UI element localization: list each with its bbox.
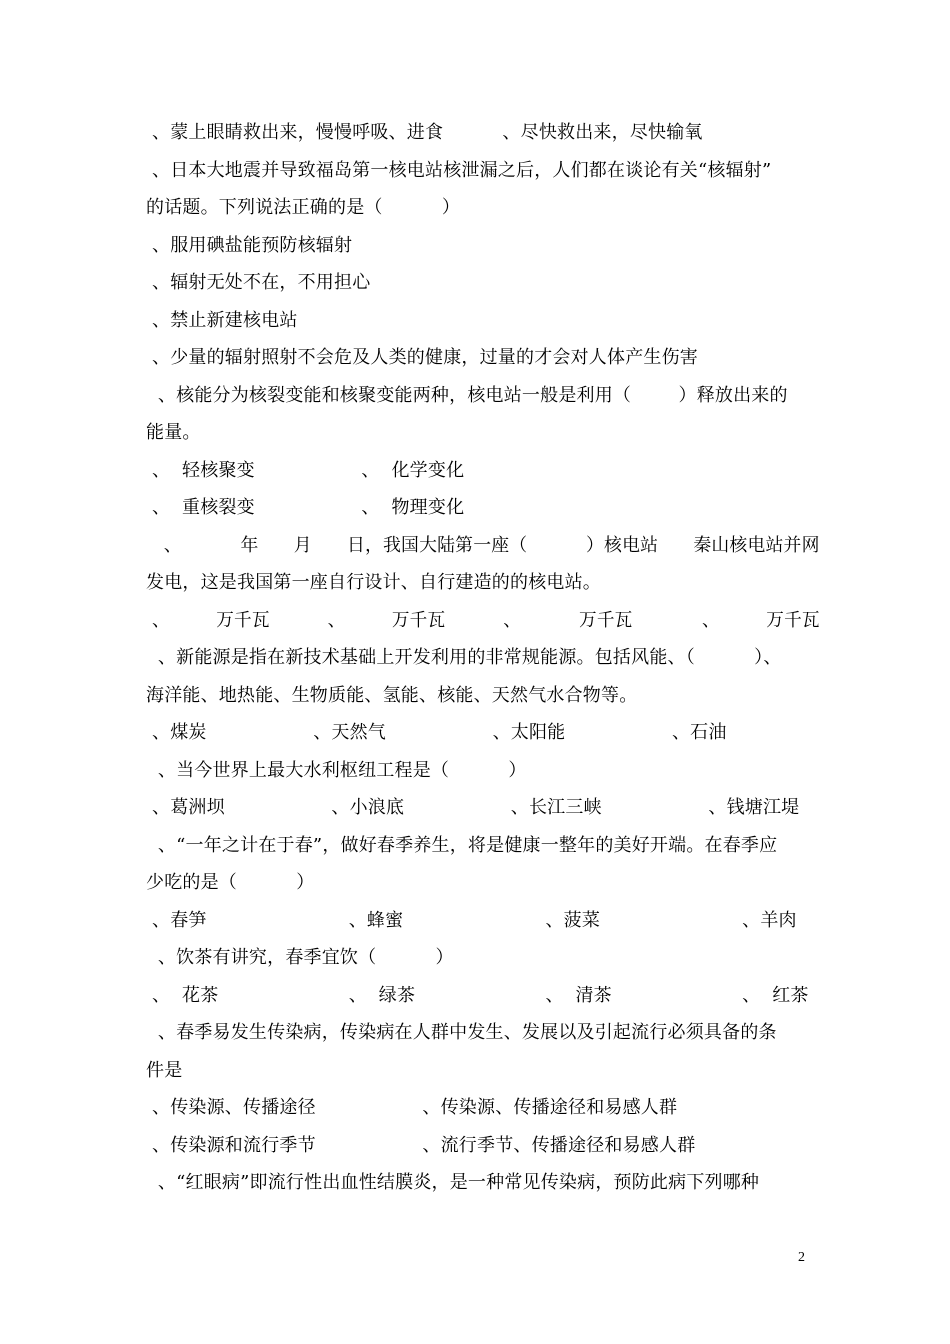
text-line: 件是 [146, 1060, 183, 1081]
text-line: 、 万千瓦 、 万千瓦 、 万千瓦 、 万千瓦 [152, 610, 820, 631]
text-line: 海洋能、地热能、生物质能、氢能、核能、天然气水合物等。 [146, 685, 638, 706]
text-line: 、“一年之计在于春”，做好春季养生，将是健康一整年的美好开端。在春季应 [152, 835, 778, 856]
text-line: 、禁止新建核电站 [152, 310, 298, 331]
page-number: 2 [798, 1250, 805, 1265]
text-line: 、服用碘盐能预防核辐射 [152, 235, 353, 256]
text-line: 、当今世界上最大水利枢纽工程是（ ） [152, 760, 527, 781]
text-line: 、葛洲坝 、小浪底 、长江三峡 、钱塘江堤 [152, 797, 800, 818]
text-line: 的话题。下列说法正确的是（ ） [146, 197, 461, 218]
text-line: 、 重核裂变 、 物理变化 [152, 497, 465, 518]
text-line: 发电，这是我国第一座自行设计、自行建造的的核电站。 [146, 572, 601, 593]
text-line: 能量。 [146, 422, 201, 443]
text-line: 、饮茶有讲究，春季宜饮（ ） [152, 947, 454, 968]
text-line: 、春季易发生传染病，传染病在人群中发生、发展以及引起流行必须具备的条 [152, 1022, 777, 1043]
text-line: 、蒙上眼睛救出来，慢慢呼吸、进食 、尽快救出来，尽快输氧 [152, 122, 703, 143]
text-line: 、传染源和流行季节 、流行季节、传播途径和易感人群 [152, 1135, 696, 1156]
text-line: 、 轻核聚变 、 化学变化 [152, 460, 465, 481]
text-line: 、新能源是指在新技术基础上开发利用的非常规能源。包括风能、（ ）、 [152, 647, 782, 668]
text-line: 、春笋 、蜂蜜 、菠菜 、羊肉 [152, 910, 797, 931]
text-line: 、辐射无处不在，不用担心 [152, 272, 371, 293]
text-line: 、煤炭 、天然气 、太阳能 、石油 [152, 722, 727, 743]
text-line: 、日本大地震并导致福岛第一核电站核泄漏之后，人们都在谈论有关“核辐射” [152, 160, 772, 181]
text-line: 、少量的辐射照射不会危及人类的健康，过量的才会对人体产生伤害 [152, 347, 698, 368]
text-line: 、“红眼病”即流行性出血性结膜炎，是一种常见传染病，预防此病下列哪种 [152, 1172, 760, 1193]
text-line: 、 花茶 、 绿茶 、 清茶 、 红茶 [152, 985, 809, 1006]
text-line: 、核能分为核裂变能和核聚变能两种，核电站一般是利用（ ）释放出来的 [152, 385, 788, 406]
text-line: 、 年 月 日，我国大陆第一座（ ）核电站 秦山核电站并网 [152, 535, 820, 556]
text-line: 少吃的是（ ） [146, 872, 315, 893]
text-line: 、传染源、传播途径 、传染源、传播途径和易感人群 [152, 1097, 678, 1118]
